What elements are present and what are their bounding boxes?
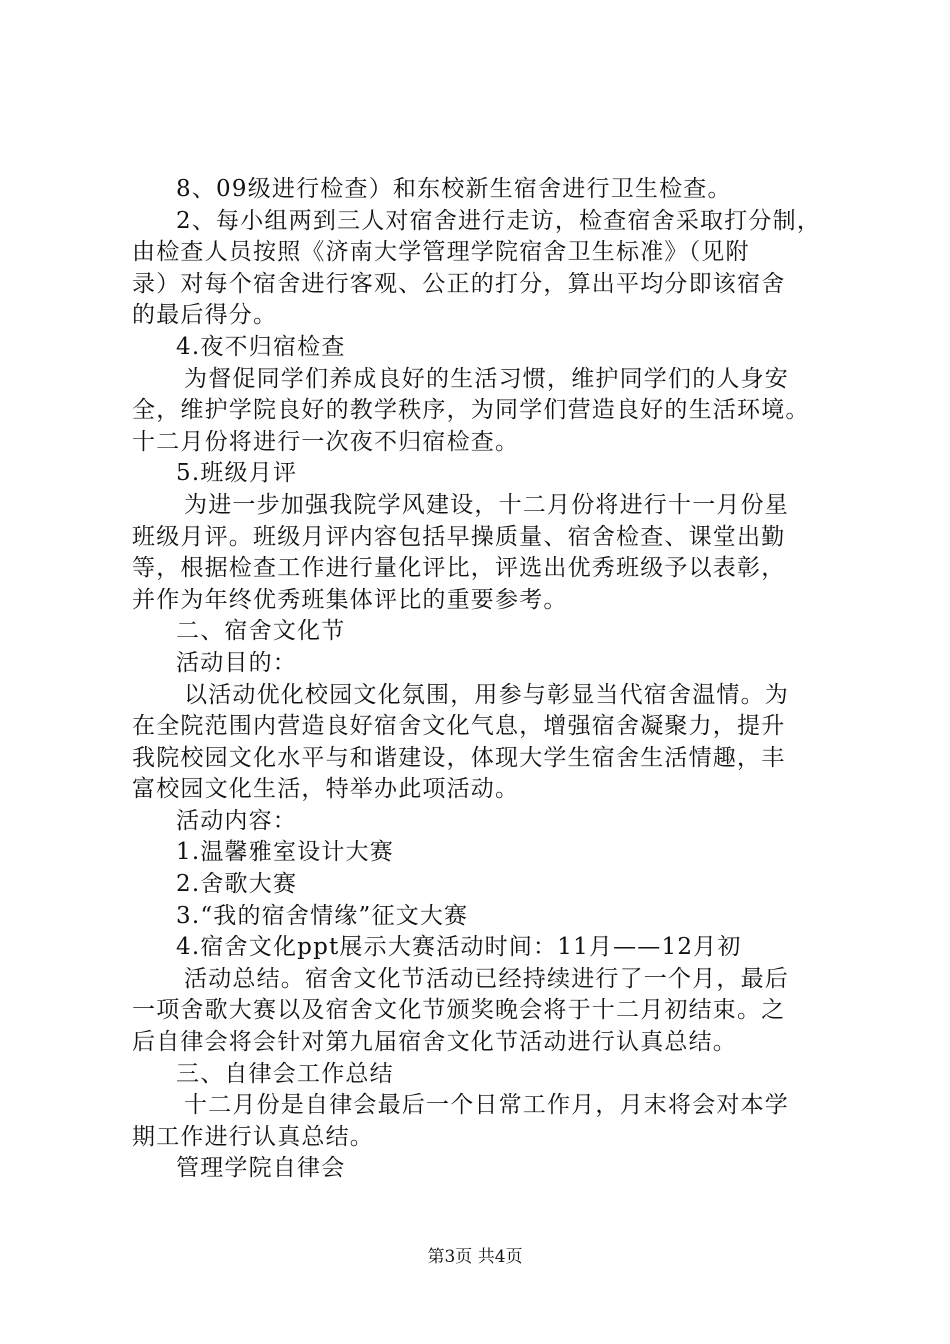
list-item: 3.“我的宿舍情缘”征文大赛 — [176, 902, 469, 929]
text-line: 我院校园文化水平与和谐建设，体现大学生宿舍生活情趣，丰 — [132, 744, 786, 771]
list-item: 4.宿舍文化ppt展示大赛活动时间：11月——12月初 — [176, 934, 742, 961]
section-heading: 三、自律会工作总结 — [176, 1060, 394, 1087]
text-line: 为督促同学们养成良好的生活习惯，维护同学们的人身安 — [184, 365, 789, 392]
text-line: 录）对每个宿舍进行客观、公正的打分，算出平均分即该宿舍 — [132, 270, 786, 297]
text-line: 的最后得分。 — [132, 302, 278, 329]
text-line: 以活动优化校园文化氛围，用参与彰显当代宿舍温情。为 — [184, 681, 789, 708]
text-line: 活动总结。宿舍文化节活动已经持续进行了一个月，最后 — [184, 965, 789, 992]
document-body — [132, 174, 832, 1185]
text-line: 活动目的： — [176, 649, 297, 676]
list-item: 1.温馨雅室设计大赛 — [176, 839, 394, 866]
text-line: 等，根据检查工作进行量化评比，评选出优秀班级予以表彰， — [132, 555, 786, 582]
page-number-footer: 第3页 共4页 — [427, 1247, 523, 1267]
text-line: 并作为年终优秀班集体评比的重要参考。 — [132, 586, 568, 613]
text-line: 在全院范围内营造良好宿舍文化气息，增强宿舍凝聚力，提升 — [132, 713, 786, 740]
text-line: 为进一步加强我院学风建设，十二月份将进行十一月份星 — [184, 491, 789, 518]
text-line: 全，维护学院良好的教学秩序，为同学们营造良好的生活环境。 — [132, 397, 810, 424]
text-line: 班级月评。班级月评内容包括早操质量、宿舍检查、课堂出勤 — [132, 523, 786, 550]
text-line: 2、每小组两到三人对宿舍进行走访，检查宿舍采取打分制， — [176, 207, 822, 234]
section-heading: 4.夜不归宿检查 — [176, 333, 346, 360]
section-heading: 二、宿舍文化节 — [176, 618, 346, 645]
text-line: 由检查人员按照《济南大学管理学院宿舍卫生标准》（见附 — [132, 239, 750, 266]
text-line: 后自律会将会针对第九届宿舍文化节活动进行认真总结。 — [132, 1029, 737, 1056]
text-line: 一项舍歌大赛以及宿舍文化节颁奖晚会将于十二月初结束。之 — [132, 997, 786, 1024]
signature-line: 管理学院自律会 — [176, 1155, 346, 1182]
text-line: 活动内容： — [176, 807, 297, 834]
section-heading: 5.班级月评 — [176, 460, 298, 487]
list-item: 2.舍歌大赛 — [176, 871, 298, 898]
text-line: 富校园文化生活，特举办此项活动。 — [132, 776, 520, 803]
text-line: 十二月份将进行一次夜不归宿检查。 — [132, 428, 520, 455]
text-line: 8、09级进行检查）和东校新生宿舍进行卫生检查。 — [176, 176, 732, 202]
text-line: 期工作进行认真总结。 — [132, 1123, 374, 1150]
text-line: 十二月份是自律会最后一个日常工作月，月末将会对本学 — [184, 1092, 789, 1119]
